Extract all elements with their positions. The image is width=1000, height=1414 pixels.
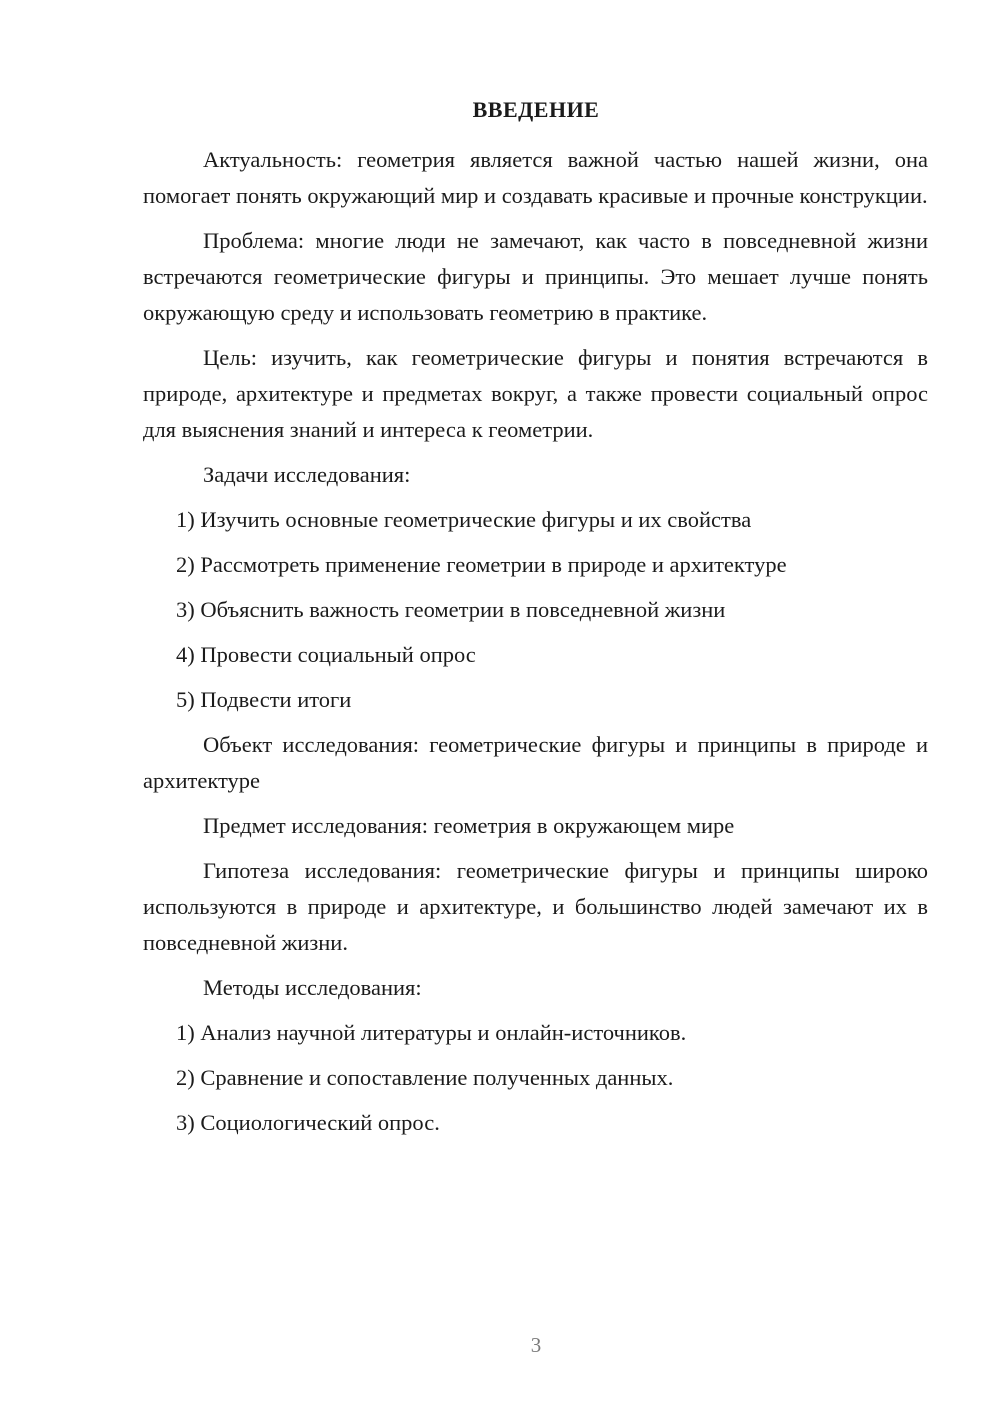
methods-heading: Методы исследования:: [203, 975, 422, 1000]
task-item: 4) Провести социальный опрос: [176, 642, 476, 667]
page-number: 3: [530, 1333, 542, 1357]
object-paragraph: Объект исследования: геометрические фигуры и принципы в природе и архитектуре: [143, 732, 928, 793]
methods-list: [143, 1015, 928, 1141]
task-item: 1) Изучить основные геометрические фигуры и их свойства: [176, 507, 752, 532]
method-item: 3) Социологический опрос.: [176, 1110, 440, 1135]
tasks-list: [143, 502, 928, 718]
task-item: 2) Рассмотреть применение геометрии в природе и архитектуре: [176, 552, 787, 577]
relevance-paragraph: Актуальность: геометрия является важной частью нашей жизни, она помогает понять окружающий мир и создавать красивые и прочные конструкции.: [143, 147, 928, 208]
hypothesis-paragraph: Гипотеза исследования: геометрические фигуры и принципы широко используются в природе и архитектуре, и большинство людей замечают их в повседневной жизни.: [143, 858, 928, 955]
subject-paragraph: Предмет исследования: геометрия в окружающем мире: [203, 813, 735, 838]
document-body: [143, 142, 928, 1141]
method-item: 1) Анализ научной литературы и онлайн-источников.: [176, 1020, 687, 1045]
method-item: 2) Сравнение и сопоставление полученных данных.: [176, 1065, 674, 1090]
page-title: ВВЕДЕНИЕ: [472, 97, 600, 122]
tasks-heading: Задачи исследования:: [203, 462, 411, 487]
task-item: 3) Объяснить важность геометрии в повседневной жизни: [176, 597, 726, 622]
goal-paragraph: Цель: изучить, как геометрические фигуры и понятия встречаются в природе, архитектуре и предметах вокруг, а также провести социальный опрос для выяснения знаний и интереса к геометрии.: [143, 345, 928, 442]
problem-paragraph: Проблема: многие люди не замечают, как часто в повседневной жизни встречаются геометрические фигуры и принципы. Это мешает лучше понять окружающую среду и использовать геометрию в практике.: [143, 228, 928, 325]
task-item: 5) Подвести итоги: [176, 687, 352, 712]
